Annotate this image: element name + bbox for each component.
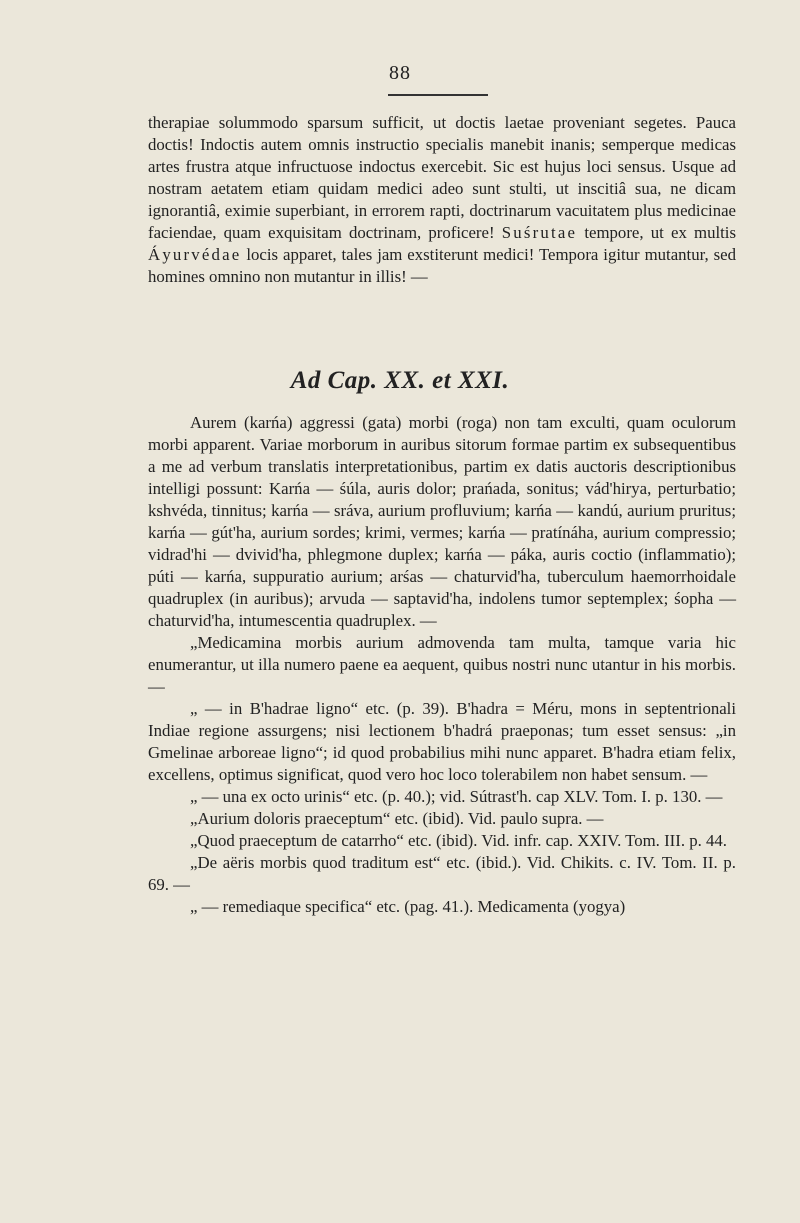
paragraph-4: „ — in B'hadrae ligno“ etc. (p. 39). B'hadra = Méru, mons in septentrionali Indiae regione assurgens; nisi lectionem b'hadrá praeponas; tum esset sensus: „in Gmelinae arboreae ligno“; id quod probabilius mihi nunc apparet. B'hadra etiam felix, excellens, optimus significat, quod vero hoc loco tolerabilem non habet sensum. — [148, 699, 736, 784]
p1-part-c: tempore, ut ex multis [577, 223, 736, 242]
paragraph-5: „ — una ex octo urinis“ etc. (p. 40.); vid. Sútrast'h. cap XLV. Tom. I. p. 130. — [190, 787, 723, 806]
p1-part-e: locis apparet, tales jam exstiterunt medici! Tempora igitur mutantur, sed homines omnino non mutantur in illis! — [148, 245, 736, 286]
paragraph-8: „De aëris morbis quod traditum est“ etc. (ibid.). Vid. Chikits. c. IV. Tom. II. p. 69. — [148, 853, 736, 894]
page-number-rule [388, 94, 488, 96]
paragraph-6: „Aurium doloris praeceptum“ etc. (ibid). Vid. paulo supra. — [190, 809, 604, 828]
paragraph-3: „Medicamina morbis aurium admovenda tam multa, tamque varia hic enumerantur, ut illa numero paene ea aequent, quibus nostri nunc utantur in his morbis. — [148, 633, 736, 696]
section-body [148, 412, 736, 918]
p1-part-a: therapiae solummodo sparsum sufficit, ut doctis laetae proveniant segetes. Pauca doctis! Indoctis autem omnis instructio specialis manebit inanis; semperque medicas artes frustra atque infructuose indoctus exercebit. Sic est hujus loci sensus. Usque ad nostram aetatem etiam quidam medici adeo sunt stulti, ut inscitiâ sua, ne dicam ignorantiâ, eximie superbiant, in errorem rapti, doctrinarum vacuitatem plus medicinae faciendae, quam exquisitam doctrinam, proficere! [148, 113, 736, 242]
p1-susrutae: Suśrutae [501, 223, 578, 242]
paragraph-1-text [148, 112, 736, 288]
paragraph-1 [148, 112, 736, 288]
paragraph-7: „Quod praeceptum de catarrho“ etc. (ibid). Vid. infr. cap. XXIV. Tom. III. p. 44. [190, 831, 727, 850]
section-heading: Ad Cap. XX. et XXI. [290, 367, 510, 394]
page-number: 88 [389, 62, 411, 84]
paragraph-2: Aurem (karńa) aggressi (gata) morbi (roga) non tam exculti, quam oculorum morbi apparent. Variae morborum in auribus sitorum formae partim ex subsequentibus a me ad verbum translatis interpretationibus, partim ex datis auctoris descriptionibus intelligi possunt: Karńa — śúla, auris dolor; prańada, sonitus; vád'hirya, perturbatio; kshvéda, tinnitus; karńa — sráva, aurium profluvium; karńa — kandú, aurium pruritus; karńa — gút'ha, aurium sordes; krimi, vermes; karńa — pratínáha, aurium compressio; vidrad'hi — dvivid'ha, phlegmone duplex; karńa — páka, auris coctio (inflammatio); púti — karńa, suppuratio aurium; arśas — chaturvid'ha, tuberculum haemorrhoidale quadruplex (in auribus); arvuda — saptavid'ha, indolens tumor septemplex; śopha — chaturvid'ha, intumescentia quadruplex. — [148, 413, 736, 630]
paragraph-9: „ — remediaque specifica“ etc. (pag. 41.). Medicamenta (yogya) [190, 897, 626, 916]
p1-ayurvedae: Áyurvédae [148, 245, 242, 264]
